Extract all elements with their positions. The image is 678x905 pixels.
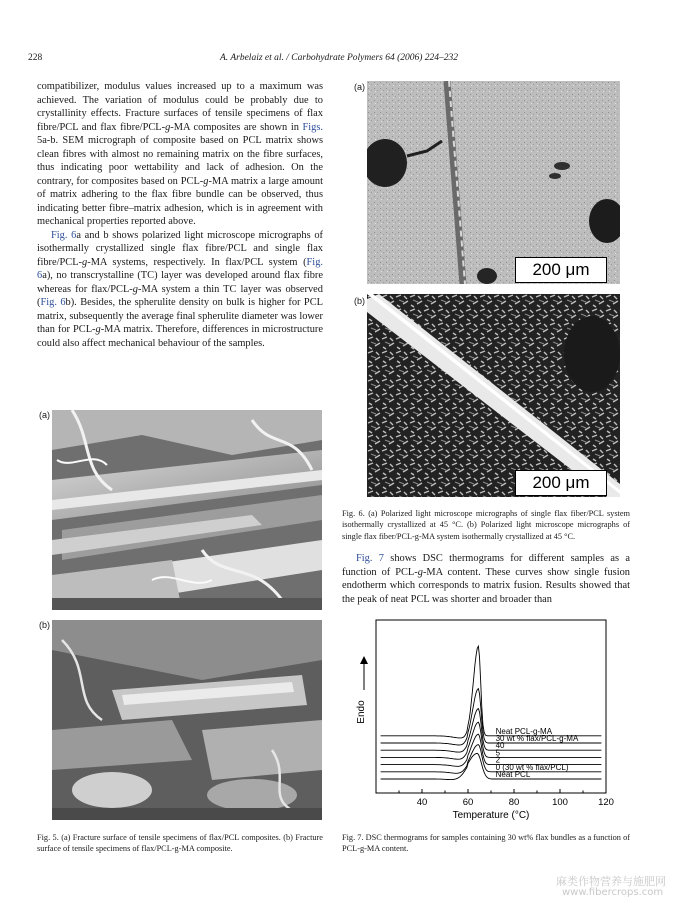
fig6-caption: Fig. 6. (a) Polarized light microscope micrographs of single flax fiber/PCL system isothermally crystallized at 45 °C. (b) Polarized light microscope micrographs of single flax fiber/PCL-g-MA system isothermally crystallized at 45 °C. [342,509,630,541]
fig6a-scale-bar: 200 μm [515,257,607,283]
fig6a-micrograph [367,81,620,284]
fig6-label-a: (a) [354,82,365,92]
dsc-curve [381,709,602,753]
x-axis-label: Temperature (°C) [452,810,530,821]
fig7-dsc-chart [340,612,630,827]
fig5-label-b: (b) [39,620,50,630]
page-number: 228 [28,53,43,63]
running-title: A. Arbelaiz et al. / Carbohydrate Polymers 64 (2006) 224–232 [219,53,459,63]
watermark-text: 麻类作物营养与施肥网 [556,875,666,888]
fig6b-micrograph [367,294,620,497]
fig7-caption: Fig. 7. DSC thermograms for samples containing 30 wt% flax bundles as a function of PCL-g-MA content. [342,833,630,854]
x-tick-label: 100 [552,797,568,808]
series-label: 5 [495,748,501,758]
right-column-text [342,552,630,606]
x-tick-label: 40 [416,797,428,808]
dsc-curve [381,646,602,738]
watermark-url: www.fibercrops.com [562,887,664,898]
chart-frame [376,620,606,793]
fig6-label-b: (b) [354,296,365,306]
paragraph-1: compatibilizer, modulus values increased up to a maximum was achieved. The variation of modulus could be probably due to crystallinity effects. Fracture surfaces of tensile specimens of flax fibre/PCL and flax fibre/PCL-g-MA composites are shown in Figs. 5a-b. SEM micrograph of composite based on PCL matrix shows clean fibres with almost no remaining matrix on the fibre surfaces, thus indicating poor wettability and lack of adhesion. On the contrary, for composites based on PCL-g-MA matrix a large amount of matrix adhering to the flax fibre bundle can be observed, thus indicating better fibre–matrix adhesion, which is in agreement with mechanical properties reported above. [37,81,324,227]
series-label: Neat PCL-g-MA [495,726,553,736]
series-label: 40 [495,741,505,751]
x-tick-label: 120 [598,797,614,808]
x-tick-label: 80 [508,797,520,808]
arrow-up-icon [360,656,368,664]
fig5-label-a: (a) [39,410,50,420]
series-label: Neat PCL [495,770,531,779]
series-label: 2 [495,755,501,765]
series-label: 0 (30 wt % flax/PCL) [495,762,569,772]
fig5a-sem-image [52,410,322,610]
fig5-caption: Fig. 5. (a) Fracture surface of tensile specimens of flax/PCL composites. (b) Fracture surface of tensile specimens of flax/PCL-g-MA composite. [37,833,323,854]
left-column-text [37,80,323,350]
fig6b-scale-bar: 200 μm [515,470,607,496]
series-label: 30 wt % flax/PCL-g-MA [495,734,579,743]
paragraph-2: Fig. 6a and b shows polarized light microscope micrographs of isothermally crystallized single flax fibre/PCL and single flax fibre/PCL-g-MA systems, respectively. In flax/PCL system (Fig. 6a), no transcrystalline (TC) layer was developed around flax fibre whereas for flax/PCL-g-MA system a thin TC layer was observed (Fig. 6b). Besides, the spherulite density on bulk is higher for PCL matrix, subsequently the average final spherulite diameter was lower than for PCL-g-MA matrix. Therefore, differences in microstructure could also affect mechanical behaviour of the samples. [37,229,323,349]
x-tick-label: 60 [462,797,474,808]
paragraph-3: Fig. 7 shows DSC thermograms for different samples as a function of PCL-g-MA content. These curves show single fusion endotherm which corresponds to matrix fusion. Results showed that the peak of neat PCL was shorter and broader than [342,553,630,605]
y-axis-label: Endo [356,700,367,724]
fig5b-sem-image [52,620,322,820]
